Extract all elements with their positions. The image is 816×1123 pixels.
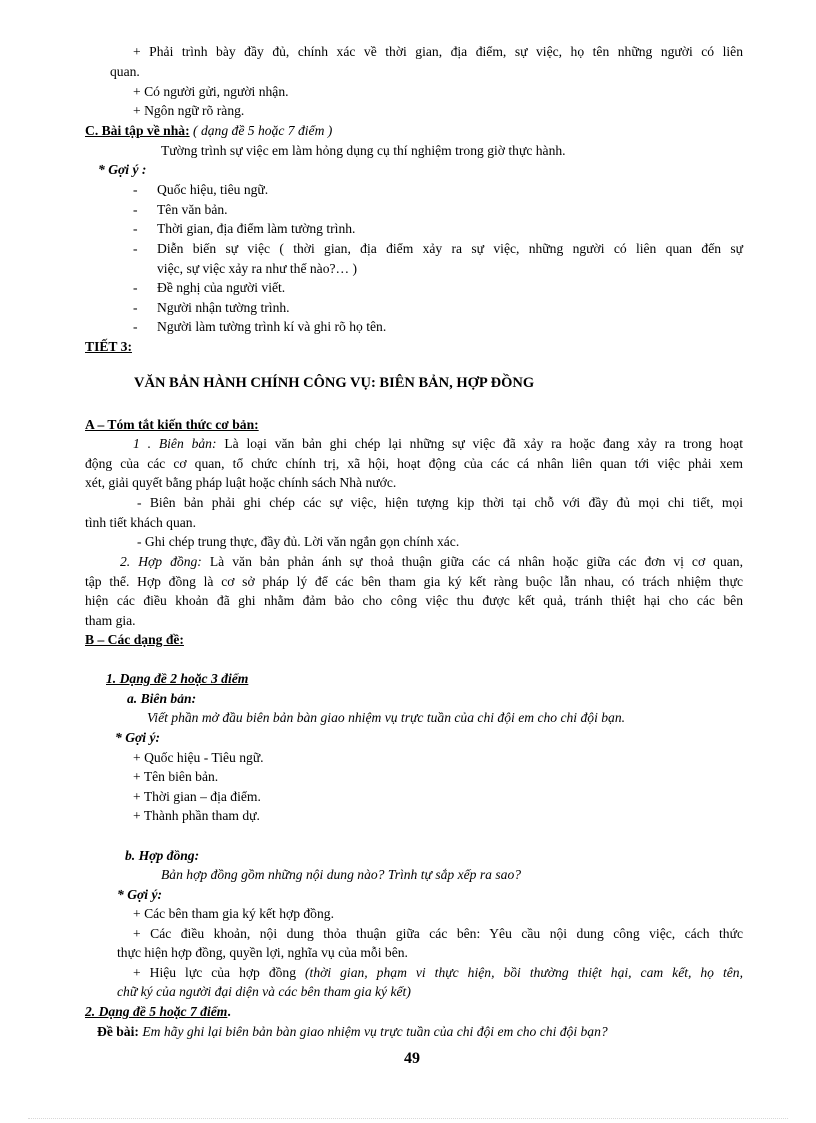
paragraph-line: - Biên bản phải ghi chép các sự việc, hiện tượng kịp thời tại chỗ với đầy đủ mọi chi tiết, mọi bbox=[137, 495, 743, 510]
list-item: Thời gian, địa điểm làm tường trình. bbox=[157, 221, 356, 236]
hint-label: * Gợi ý: bbox=[117, 887, 163, 902]
lesson-heading: TIẾT 3: bbox=[85, 339, 132, 354]
list-item: + Quốc hiệu - Tiêu ngữ. bbox=[133, 750, 264, 765]
page-title: VĂN BẢN HÀNH CHÍNH CÔNG VỤ: BIÊN BẢN, HỢP ĐỒNG bbox=[134, 375, 535, 391]
subsection-heading bbox=[85, 1002, 231, 1021]
list-item: + Các điều khoản, nội dung thỏa thuận giữa các bên: Yêu cầu nội dung công việc, cách thức bbox=[133, 926, 743, 941]
term-label: 2. Hợp đồng: bbox=[120, 554, 202, 569]
paragraph-line: tham gia. bbox=[85, 613, 136, 628]
bullet-dash: - bbox=[133, 280, 138, 295]
list-item-continuation: việc, sự việc xảy ra như thế nào?… ) bbox=[157, 261, 358, 276]
paragraph-line: động của các cơ quan, tổ chức chính trị, xã hội, hoạt động của các cá nhân liên quan tới việc phải xem bbox=[85, 456, 743, 471]
subsection-title: 2. Dạng đề 5 hoặc 7 điểm bbox=[85, 1004, 228, 1019]
term-text: Là văn bản phản ánh sự thoả thuận giữa các cá nhân hoặc giữa các đơn vị cơ quan, bbox=[209, 554, 743, 569]
subsection-label: b. Hợp đồng: bbox=[125, 848, 200, 863]
list-item: + Tên biên bản. bbox=[133, 769, 219, 784]
list-item-continuation: thực hiện hợp đồng, quyền lợi, nghĩa vụ của mỗi bên. bbox=[117, 945, 408, 960]
term-text: Là loại văn bản ghi chép lại những sự việc đã xảy ra hoặc đang xảy ra trong hoạt bbox=[224, 436, 743, 451]
list-item bbox=[133, 963, 743, 982]
list-item-text: + Hiệu lực của hợp đồng bbox=[133, 965, 297, 980]
subsection-heading: 1. Dạng đề 2 hoặc 3 điểm bbox=[106, 671, 249, 686]
list-item: Đề nghị của người viết. bbox=[157, 280, 286, 295]
section-c-note: ( dạng đề 5 hoặc 7 điểm ) bbox=[193, 123, 333, 138]
bullet-dash: - bbox=[133, 241, 138, 256]
bullet-dash: - bbox=[133, 182, 138, 197]
assignment-text: Em hãy ghi lại biên bản bàn giao nhiệm vụ trực tuần của chi đội em cho chi đội bạn? bbox=[142, 1024, 608, 1039]
page-number: 49 bbox=[404, 1050, 420, 1067]
list-item: + Thời gian – địa điểm. bbox=[133, 789, 261, 804]
paragraph-line: hiện các điều khoản đã ghi nhằm đảm bảo cho công việc thu được kết quả, tránh thiệt hại cho các bên bbox=[85, 593, 743, 608]
bullet-dash: - bbox=[133, 221, 138, 236]
list-item: Người nhận tường trình. bbox=[157, 300, 290, 315]
list-item-continuation: chữ ký của người đại diện và các bên tham gia ký kết) bbox=[117, 984, 411, 999]
paragraph-line: tình tiết khách quan. bbox=[85, 515, 196, 530]
text-line: Tường trình sự việc em làm hỏng dụng cụ thí nghiệm trong giờ thực hành. bbox=[161, 143, 566, 158]
exercise-prompt: Viết phần mở đầu biên bản bàn giao nhiệm vụ trực tuần của chi đội em cho chi đội bạn. bbox=[147, 710, 626, 725]
subsection-label: a. Biên bản: bbox=[127, 691, 197, 706]
paragraph-line bbox=[133, 434, 743, 453]
list-item: + Các bên tham gia ký kết hợp đồng. bbox=[133, 906, 334, 921]
paragraph-line: - Ghi chép trung thực, đầy đủ. Lời văn ngắn gọn chính xác. bbox=[137, 534, 460, 549]
list-item: Tên văn bản. bbox=[157, 202, 228, 217]
exercise-prompt: Bản hợp đồng gồm những nội dung nào? Trình tự sắp xếp ra sao? bbox=[161, 867, 522, 882]
paragraph-line: tập thể. Hợp đồng là cơ sở pháp lý để các bên tham gia ký kết ràng buộc lẫn nhau, có trách nhiệm thực bbox=[85, 574, 743, 589]
list-item: Người làm tường trình kí và ghi rõ họ tên. bbox=[157, 319, 387, 334]
bullet-dash: - bbox=[133, 202, 138, 217]
bullet-dash: - bbox=[133, 319, 138, 334]
text-line: + Có người gửi, người nhận. bbox=[133, 84, 289, 99]
list-item: + Thành phần tham dự. bbox=[133, 808, 260, 823]
section-c-heading bbox=[85, 121, 332, 140]
list-item: Quốc hiệu, tiêu ngữ. bbox=[157, 182, 269, 197]
page-edge-divider bbox=[28, 1118, 788, 1119]
hint-label: * Gợi ý : bbox=[98, 162, 147, 177]
text-line: + Phải trình bày đầy đủ, chính xác về thời gian, địa điểm, sự việc, họ tên những người có liên bbox=[133, 44, 743, 59]
assignment-line bbox=[97, 1022, 608, 1041]
section-a-heading: A – Tóm tắt kiến thức cơ bản: bbox=[85, 417, 259, 432]
list-item: Diễn biến sự việc ( thời gian, địa điểm xảy ra sự việc, những người có liên quan đến sự bbox=[157, 241, 743, 256]
paragraph-line bbox=[120, 552, 743, 571]
subsection-title-period: . bbox=[227, 1004, 231, 1019]
assignment-label: Đề bài: bbox=[97, 1024, 139, 1039]
section-c-label: C. Bài tập về nhà: bbox=[85, 123, 190, 138]
text-line: + Ngôn ngữ rõ ràng. bbox=[133, 103, 245, 118]
term-label: 1 . Biên bản: bbox=[133, 436, 217, 451]
bullet-dash: - bbox=[133, 300, 138, 315]
paragraph-line: xét, giải quyết bằng pháp luật hoặc chính sách Nhà nước. bbox=[85, 475, 397, 490]
text-line: quan. bbox=[110, 64, 140, 79]
hint-label: * Gợi ý: bbox=[115, 730, 161, 745]
list-item-note: (thời gian, phạm vi thực hiện, bồi thường thiệt hại, cam kết, họ tên, bbox=[305, 965, 743, 980]
section-b-heading: B – Các dạng đề: bbox=[85, 632, 184, 647]
